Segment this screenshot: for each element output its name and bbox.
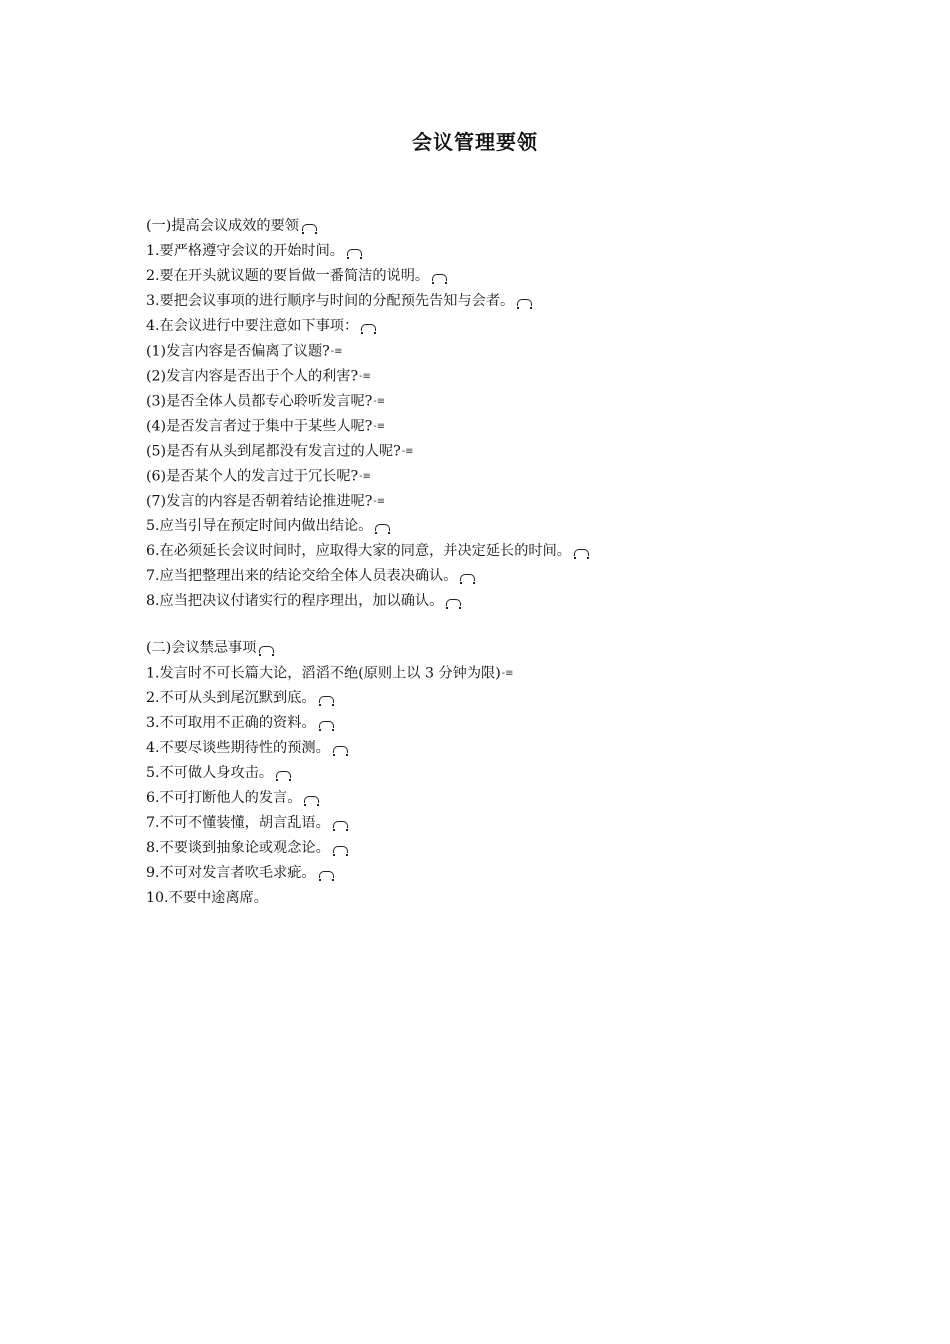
- list-item: 5.应当引导在预定时间内做出结论。: [146, 514, 786, 539]
- list-item: 2.不可从头到尾沉默到底。: [146, 686, 786, 711]
- paragraph-mark-icon: [319, 871, 334, 878]
- line-break-mark-icon: -≡: [373, 496, 386, 507]
- list-item: 6.不可打断他人的发言。: [146, 786, 786, 811]
- list-item: (5)是否有从头到尾都没有发言过的人呢?-≡: [146, 439, 786, 464]
- list-item: 4.在会议进行中要注意如下事项：: [146, 314, 786, 339]
- list-item: 8.应当把决议付诸实行的程序理出，加以确认。: [146, 589, 786, 614]
- paragraph-mark-icon: [276, 771, 291, 778]
- paragraph-mark-icon: [319, 721, 334, 728]
- list-item: 8.不要谈到抽象论或观念论。: [146, 836, 786, 861]
- page-title: 会议管理要领: [412, 130, 538, 154]
- list-item: 2.要在开头就议题的要旨做一番简洁的说明。: [146, 264, 786, 289]
- paragraph-mark-icon: [460, 574, 475, 581]
- list-item: (3)是否全体人员都专心聆听发言呢?-≡: [146, 389, 786, 414]
- list-item: 4.不要尽谈些期待性的预测。: [146, 736, 786, 761]
- line-break-mark-icon: -≡: [373, 421, 386, 432]
- list-item: 5.不可做人身攻击。: [146, 761, 786, 786]
- list-item: 7.不可不懂装懂，胡言乱语。: [146, 811, 786, 836]
- paragraph-mark-icon: [304, 796, 319, 803]
- paragraph-mark-icon: [517, 299, 532, 306]
- list-item: (6)是否某个人的发言过于冗长呢?-≡: [146, 464, 786, 489]
- paragraph-mark-icon: [333, 846, 348, 853]
- paragraph-mark-icon: [432, 274, 447, 281]
- paragraph-mark-icon: [361, 324, 376, 331]
- line-break-mark-icon: -≡: [373, 396, 386, 407]
- list-item: (4)是否发言者过于集中于某些人呢?-≡: [146, 414, 786, 439]
- list-item: 10.不要中途离席。: [146, 890, 268, 906]
- paragraph-mark-icon: [333, 821, 348, 828]
- list-item: 3.不可取用不正确的资料。: [146, 711, 786, 736]
- list-item: 6.在必须延长会议时间时，应取得大家的同意，并决定延长的时间。: [146, 539, 786, 564]
- list-item: (2)发言内容是否出于个人的利害?-≡: [146, 364, 786, 389]
- paragraph-mark-icon: [446, 599, 461, 606]
- section-improve-meeting: [146, 214, 786, 614]
- list-item: 9.不可对发言者吹毛求疵。: [146, 861, 786, 886]
- list-item: 7.应当把整理出来的结论交给全体人员表决确认。: [146, 564, 786, 589]
- section-heading: (一)提高会议成效的要领: [146, 214, 786, 239]
- list-item: 1.发言时不可长篇大论，滔滔不绝(原则上以 3 分钟为限)-≡: [146, 661, 786, 686]
- list-item: (1)发言内容是否偏离了议题?-≡: [146, 339, 786, 364]
- list-item: 3.要把会议事项的进行顺序与时间的分配预先告知与会者。: [146, 289, 786, 314]
- paragraph-mark-icon: [302, 224, 317, 231]
- paragraph-mark-icon: [375, 524, 390, 531]
- list-item: 1.要严格遵守会议的开始时间。: [146, 239, 786, 264]
- section-heading: (二)会议禁忌事项: [146, 636, 786, 661]
- list-item: (7)发言的内容是否朝着结论推进呢?-≡: [146, 489, 786, 514]
- line-break-mark-icon: -≡: [401, 446, 414, 457]
- paragraph-mark-icon: [347, 249, 362, 256]
- section-meeting-taboos: [146, 636, 786, 911]
- paragraph-mark-icon: [333, 746, 348, 753]
- line-break-mark-icon: -≡: [501, 668, 514, 679]
- paragraph-mark-icon: [574, 549, 589, 556]
- line-break-mark-icon: -≡: [359, 371, 371, 382]
- paragraph-mark-icon: [259, 646, 274, 653]
- line-break-mark-icon: -≡: [330, 346, 343, 357]
- line-break-mark-icon: -≡: [359, 471, 371, 482]
- paragraph-mark-icon: [319, 696, 334, 703]
